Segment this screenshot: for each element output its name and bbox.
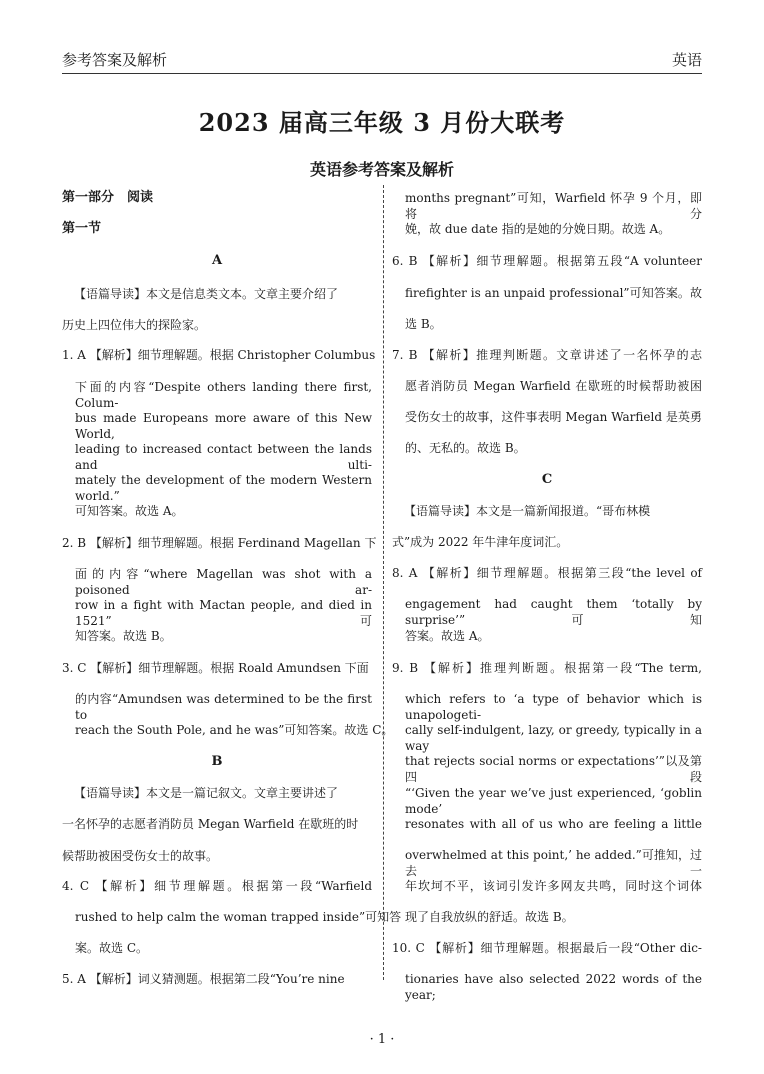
section-heading: C <box>541 472 553 487</box>
text-line: cally self-indulgent, lazy, or greedy, typically in a way <box>405 723 702 753</box>
text-line: tionaries have also selected 2022 words of the year; <box>405 972 702 1002</box>
page-header <box>62 45 702 74</box>
part-heading: 第一部分 阅读 <box>62 190 154 205</box>
text-line: 【语篇导读】本文是一篇新闻报道。“哥布林模 <box>404 504 651 518</box>
text-line: 4. C 【解析】细节理解题。根据第一段“Warfield <box>62 879 372 893</box>
text-line: leading to increased contact between the lands and ulti- <box>75 442 372 472</box>
text-line: 案。故选 C。 <box>75 941 148 955</box>
text-line: 现了自我放纵的舒适。故选 B。 <box>405 910 574 924</box>
text-line: bus made Europeans more aware of this New World, <box>75 411 372 441</box>
text-line: 一名怀孕的志愿者消防员 Megan Warfield 在歇班的时 <box>62 817 359 831</box>
text-line: 娩，故 due date 指的是她的分娩日期。故选 A。 <box>405 222 671 236</box>
column-divider <box>383 185 384 980</box>
text-line: engagement had caught them ‘totally by surprise’”可知 <box>405 597 702 627</box>
text-line: 答案。故选 A。 <box>405 629 490 643</box>
text-line: 7. B 【解析】推理判断题。文章讲述了一名怀孕的志 <box>392 348 702 362</box>
text-line: row in a fight with Mactan people, and died in 1521”可 <box>75 598 372 628</box>
text-line: 候帮助被困受伤女士的故事。 <box>62 849 219 863</box>
page-number: · 1 · <box>369 1032 395 1047</box>
text-line: “‘Given the year we’ve just experienced, ‘goblin mode’ <box>405 786 702 816</box>
text-line: months pregnant”可知，Warfield 怀孕 9 个月，即将分 <box>405 191 702 221</box>
text-line: 的、无私的。故选 B。 <box>405 441 526 455</box>
text-line: firefighter is an unpaid professional”可知答案。故 <box>405 286 702 300</box>
text-line: 年坎坷不平，该词引发许多网友共鸣，同时这个词体 <box>405 879 702 893</box>
text-line: 6. B 【解析】细节理解题。根据第五段“A volunteer <box>392 254 702 268</box>
text-line: 10. C 【解析】细节理解题。根据最后一段“Other dic- <box>392 941 702 955</box>
text-line: rushed to help calm the woman trapped inside”可知答 <box>75 910 402 924</box>
text-line: reach the South Pole, and he was”可知答案。故选 C。 <box>75 723 394 737</box>
text-line: 选 B。 <box>405 317 442 331</box>
text-line: overwhelmed at this point,’ he added.”可推知，过去一 <box>405 848 702 878</box>
text-line: 可知答案。故选 A。 <box>75 504 184 518</box>
text-line: 【语篇导读】本文是一篇记叙文。文章主要讲述了 <box>74 786 339 800</box>
header-subject: 英语 <box>671 51 702 69</box>
text-line: 历史上四位伟大的探险家。 <box>62 318 207 332</box>
part-heading: 第一节 <box>62 221 102 236</box>
text-line: 式”成为 2022 年牛津年度词汇。 <box>392 535 569 549</box>
section-heading: A <box>211 253 223 268</box>
text-line: 知答案。故选 B。 <box>75 629 172 643</box>
text-line: 5. A 【解析】词义猜测题。根据第二段“You’re nine <box>62 972 345 986</box>
text-line: 1. A 【解析】细节理解题。根据 Christopher Columbus <box>62 348 376 362</box>
text-line: resonates with all of us who are feeling a little <box>405 817 702 831</box>
document-subtitle: 英语参考答案及解析 <box>309 160 454 179</box>
text-line: 面的内容“where Magellan was shot with a poisoned ar- <box>75 567 372 597</box>
text-line: 2. B 【解析】细节理解题。根据 Ferdinand Magellan 下 <box>62 536 377 550</box>
section-heading: B <box>211 754 223 769</box>
text-line: 下面的内容“Despite others landing there first, Colum- <box>75 380 372 410</box>
text-line: that rejects social norms or expectations’”以及第四段 <box>405 754 702 784</box>
text-line: 受伤女士的故事，这件事表明 Megan Warfield 是英勇 <box>405 410 702 424</box>
text-line: which refers to ‘a type of behavior which is unapologeti- <box>405 692 702 722</box>
document-title: 2023 届高三年级 3 月份大联考 <box>198 108 566 137</box>
header-left-text: 参考答案及解析 <box>62 51 168 69</box>
text-line: mately the development of the modern Western world.” <box>75 473 372 503</box>
text-line: 的内容“Amundsen was determined to be the first to <box>75 692 372 722</box>
text-line: 3. C 【解析】细节理解题。根据 Roald Amundsen 下面 <box>62 661 369 675</box>
text-line: 愿者消防员 Megan Warfield 在歇班的时候帮助被困 <box>405 379 702 393</box>
text-line: 【语篇导读】本文是信息类文本。文章主要介绍了 <box>74 287 339 301</box>
text-line: 8. A 【解析】细节理解题。根据第三段“the level of <box>392 566 702 580</box>
text-line: 9. B 【解析】推理判断题。根据第一段“The term, <box>392 661 702 675</box>
